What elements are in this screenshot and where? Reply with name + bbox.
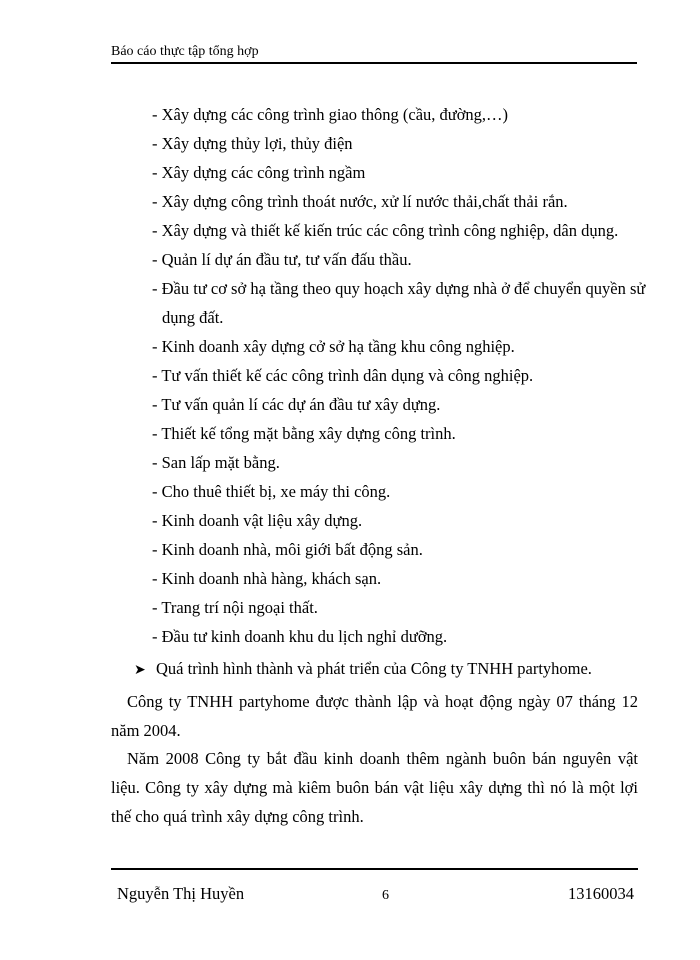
- page-header: [111, 44, 637, 64]
- list-item-line1: - Đầu tư cơ sở hạ tầng theo quy hoạch xây dựng nhà ở để chuyển quyền sử: [152, 279, 646, 298]
- list-item: - Xây dựng và thiết kế kiến trúc các công trình công nghiệp, dân dụng.: [152, 221, 619, 240]
- list-item-wrapped: [152, 276, 646, 334]
- footer-student-id: 13160034: [568, 884, 634, 903]
- section-heading: [134, 656, 592, 684]
- list-item: - Đầu tư kinh doanh khu du lịch nghỉ dưỡng.: [152, 627, 448, 646]
- paragraph-founding: Công ty TNHH partyhome được thành lập và hoạt động ngày 07 tháng 12 năm 2004.: [111, 692, 638, 740]
- list-item: - San lấp mặt bằng.: [152, 453, 280, 472]
- list-item: - Quản lí dự án đầu tư, tư vấn đấu thầu.: [152, 250, 412, 269]
- footer-page-number: 6: [382, 888, 389, 903]
- list-item: - Tư vấn quản lí các dự án đầu tư xây dựng.: [152, 395, 441, 414]
- list-item: - Thiết kế tổng mặt bằng xây dựng công trình.: [152, 424, 456, 443]
- list-item: - Trang trí nội ngoại thất.: [152, 598, 318, 617]
- list-item: - Kinh doanh vật liệu xây dựng.: [152, 511, 363, 530]
- list-item: - Xây dựng thủy lợi, thủy điện: [152, 134, 353, 153]
- list-item: - Kinh doanh nhà hàng, khách sạn.: [152, 569, 382, 588]
- list-item: - Xây dựng các công trình giao thông (cầu, đường,…): [152, 105, 509, 124]
- page-footer: [111, 868, 638, 903]
- list-item: - Xây dựng các công trình ngầm: [152, 163, 366, 182]
- paragraph-expansion: Năm 2008 Công ty bắt đầu kinh doanh thêm ngành buôn bán nguyên vật liệu. Công ty xây dựng mà kiêm buôn bán vật liệu xây dựng thì nó là một lợi thế cho quá trình xây dựng công trình.: [111, 749, 638, 826]
- list-item: - Tư vấn thiết kế các công trình dân dụng và công nghiệp.: [152, 366, 534, 385]
- header-title: Báo cáo thực tập tổng hợp: [111, 44, 259, 59]
- list-item: - Kinh doanh xây dựng cở sở hạ tầng khu công nghiệp.: [152, 337, 515, 356]
- list-item: - Cho thuê thiết bị, xe máy thi công.: [152, 482, 391, 501]
- section-heading-text: Quá trình hình thành và phát triển của Công ty TNHH partyhome.: [156, 659, 592, 678]
- business-list: [152, 102, 646, 653]
- list-item: - Xây dựng công trình thoát nước, xử lí nước thải,chất thải rắn.: [152, 192, 568, 211]
- footer-author: Nguyễn Thị Huyền: [117, 884, 245, 903]
- list-item-line2: dụng đất.: [162, 308, 224, 327]
- arrow-bullet-icon: ➤: [134, 663, 146, 678]
- list-item: - Kinh doanh nhà, môi giới bất động sản.: [152, 540, 423, 559]
